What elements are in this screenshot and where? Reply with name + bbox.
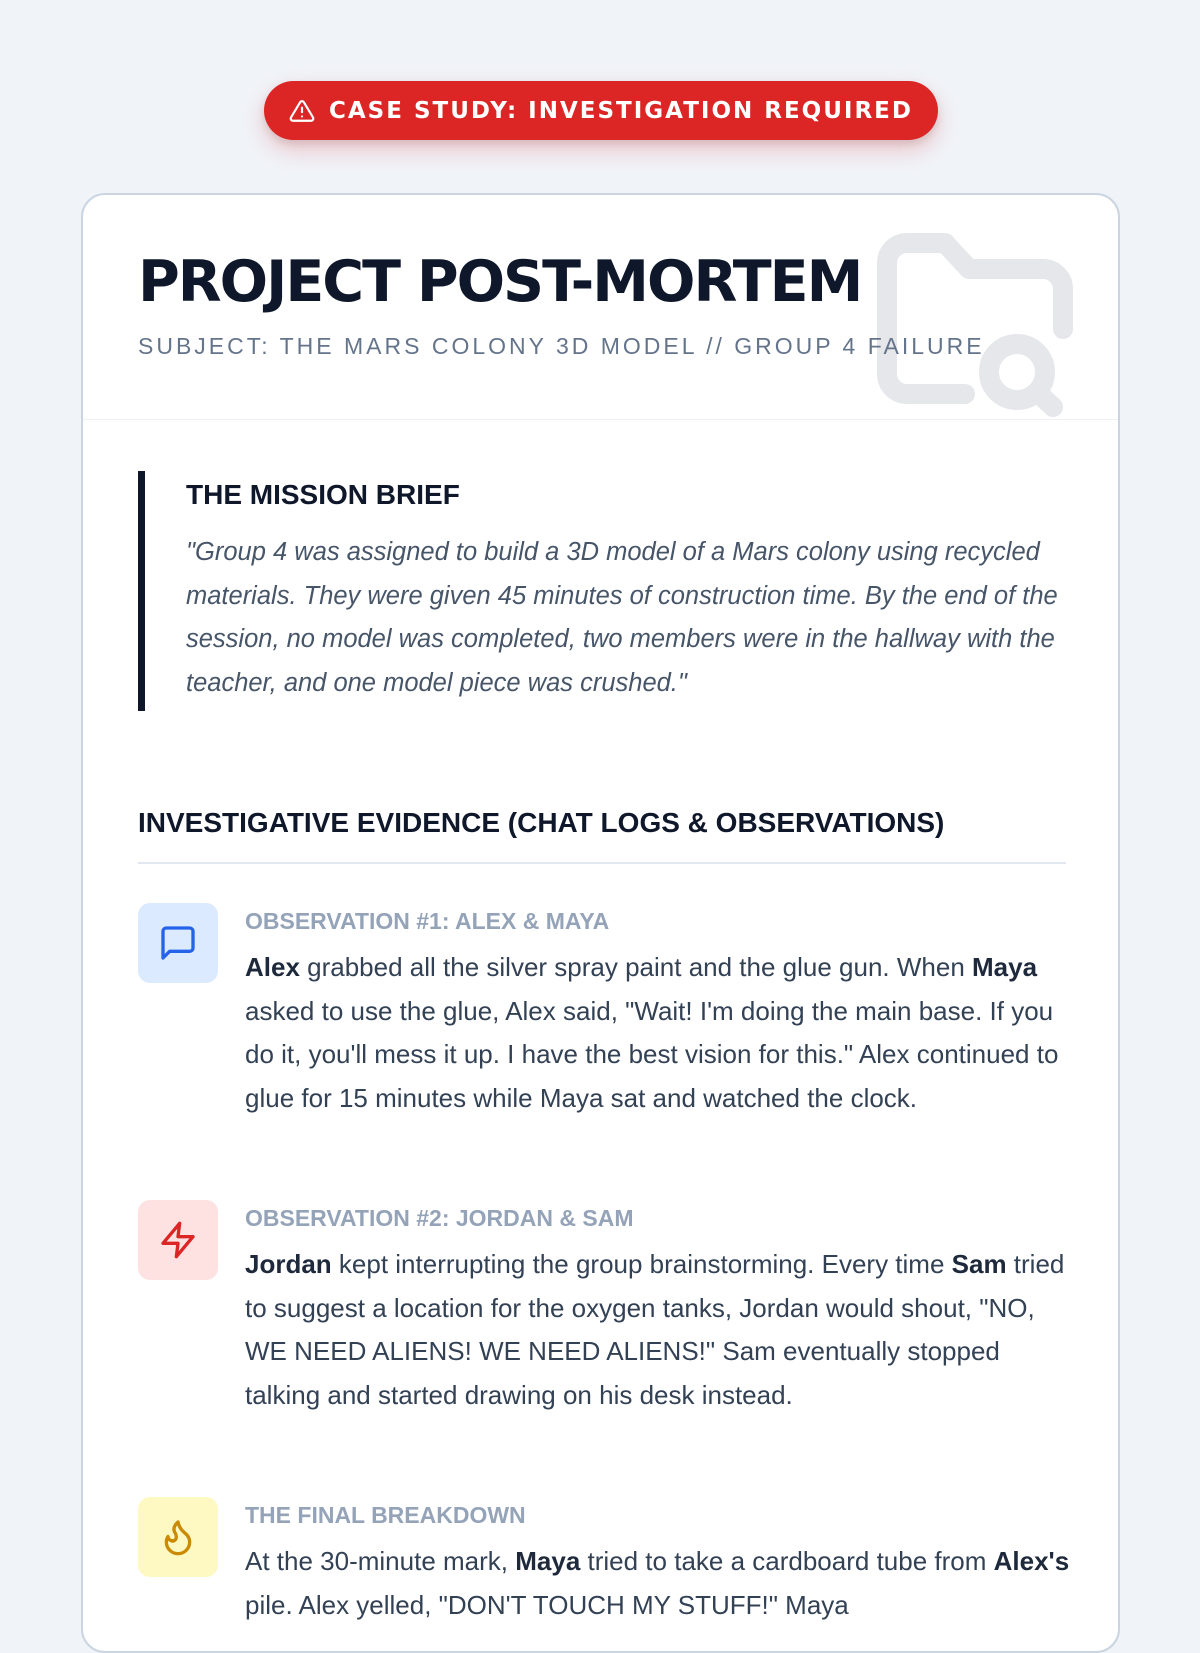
observation-text: Alex grabbed all the silver spray paint and the glue gun. When Maya asked to use the glue, Alex said, "Wait! I'm doing the main base. If you do it, you'll mess it up. I have the best vision for this." Alex continued to glue for 15 minutes while Maya sat and watched the clock. (245, 952, 1059, 1113)
person-name: Maya (515, 1546, 581, 1576)
person-name: Sam (951, 1249, 1007, 1279)
page-subtitle: SUBJECT: THE MARS COLONY 3D MODEL // GROUP 4 FAILURE (138, 333, 985, 359)
flame-icon (138, 1497, 218, 1577)
person-name: Alex (245, 952, 300, 982)
post-mortem-card (81, 193, 1120, 1653)
person-name: Jordan (245, 1249, 332, 1279)
mission-brief (138, 471, 1058, 711)
message-square-icon (138, 903, 218, 983)
observation-text: Jordan kept interrupting the group brainstorming. Every time Sam tried to suggest a location for the oxygen tanks, Jordan would shout, "NO, WE NEED ALIENS! WE NEED ALIENS!" Sam eventually stopped talking and started drawing on his desk instead. (245, 1249, 1065, 1410)
page-title: PROJECT POST-MORTEM (138, 249, 862, 315)
lightning-bolt-icon (138, 1200, 218, 1280)
alert-label: CASE STUDY: INVESTIGATION REQUIRED (329, 97, 913, 124)
observation-text: At the 30-minute mark, Maya tried to take a cardboard tube from Alex's pile. Alex yelled, "DON'T TOUCH MY STUFF!" Maya (245, 1546, 1070, 1620)
warning-triangle-icon (289, 98, 315, 124)
card-header (83, 195, 1118, 420)
mission-brief-text: "Group 4 was assigned to build a 3D model of a Mars colony using recycled materials. They were given 45 minutes of construction time. By the end of the session, no model was completed, two members were in the hallway with the teacher, and one model piece was crushed." (186, 538, 1058, 697)
case-study-alert-badge (264, 81, 938, 140)
observation-label: THE FINAL BREAKDOWN (245, 1502, 526, 1528)
evidence-heading: INVESTIGATIVE EVIDENCE (CHAT LOGS & OBSERVATIONS) (138, 807, 945, 838)
observation-label: OBSERVATION #1: ALEX & MAYA (245, 908, 610, 934)
person-name: Alex's (993, 1546, 1070, 1576)
person-name: Maya (972, 952, 1038, 982)
folder-search-icon (873, 239, 1073, 419)
mission-brief-title: THE MISSION BRIEF (186, 479, 460, 510)
observation-label: OBSERVATION #2: JORDAN & SAM (245, 1205, 634, 1231)
section-divider (138, 862, 1066, 864)
